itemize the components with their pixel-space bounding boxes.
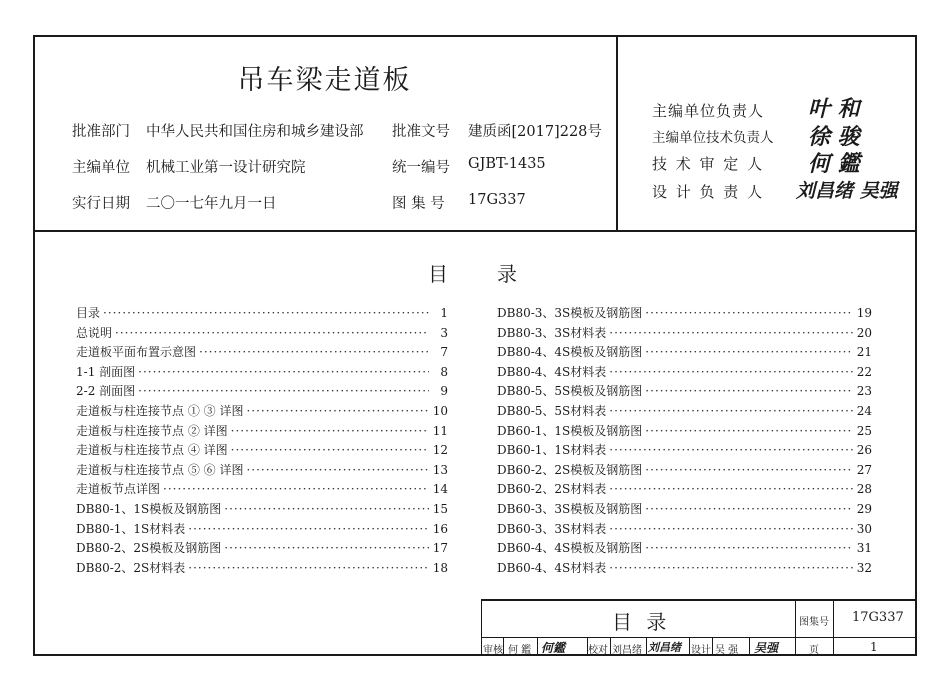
authority-signature-tech: 徐 骏	[808, 125, 860, 150]
toc-entry-title: DB60-1、1S材料表	[497, 443, 607, 458]
toc-heading-right: 录	[497, 262, 517, 286]
toc-entry	[497, 362, 872, 382]
toc-entry-title: 走道板与柱连接节点 ② 详图	[76, 423, 228, 438]
toc-entry-title: DB80-4、4S材料表	[497, 364, 607, 379]
toc-entry-page: 19	[856, 306, 872, 320]
titleblock-sig-sep	[646, 638, 647, 656]
toc-entry-page: 21	[856, 345, 872, 360]
toc-leader-dots	[645, 460, 853, 480]
titleblock-atlas-no: 17G337	[852, 610, 904, 625]
toc-entry-title: 走道板平面布置示意图	[76, 345, 197, 360]
titleblock-v1	[795, 599, 796, 656]
toc-entry	[76, 558, 448, 578]
approval-dept-label: 批准部门	[72, 124, 130, 140]
titleblock-review-label: 审核	[483, 645, 503, 656]
titleblock-reviewer: 何 鑑	[508, 645, 532, 656]
toc-entry	[76, 342, 448, 362]
titleblock-designer-signature: 吴强	[754, 641, 779, 655]
toc-entry-title: 2-2 剖面图	[76, 384, 136, 399]
effective-date-label: 实行日期	[72, 196, 130, 212]
toc-leader-dots	[199, 342, 429, 362]
toc-entry-page: 27	[856, 462, 872, 477]
toc-leader-dots	[138, 381, 429, 401]
unified-no-label: 统一编号	[392, 160, 450, 176]
toc-entry-title: DB80-1、1S模板及钢筋图	[76, 502, 222, 516]
toc-entry-page: 17	[432, 541, 448, 556]
toc-entry-title: DB80-5、5S材料表	[497, 404, 607, 418]
toc-entry-page: 10	[432, 404, 448, 418]
toc-entry-page: 29	[856, 502, 872, 516]
toc-entry	[76, 538, 448, 558]
titleblock-atlas-label: 图集号	[799, 617, 829, 628]
authority-signature-design: 刘昌绪 吴强	[796, 180, 898, 202]
toc-entry-page: 22	[856, 364, 872, 379]
toc-entry	[76, 519, 448, 539]
authority-signature-chief: 叶 和	[808, 97, 860, 122]
toc-leader-dots	[188, 519, 429, 539]
toc-entry	[76, 401, 448, 421]
toc-entry	[497, 381, 872, 401]
titleblock-design-label: 设计	[691, 645, 711, 656]
toc-entry-page: 12	[432, 443, 448, 458]
titleblock-sig-sep	[537, 638, 538, 656]
authority-label-design: 设 计 负 责 人	[652, 183, 765, 201]
effective-date: 二〇一七年九月一日	[146, 196, 277, 212]
authority-divider	[616, 35, 618, 231]
toc-entry-title: 总说明	[76, 325, 113, 340]
toc-leader-dots	[246, 460, 429, 480]
toc-entry	[497, 421, 872, 441]
toc-entry-page: 32	[856, 560, 872, 575]
toc-entry	[76, 303, 448, 323]
toc-leader-dots	[609, 401, 853, 421]
titleblock-page-label: 页	[809, 645, 819, 656]
editor-unit-label: 主编单位	[72, 160, 130, 176]
toc-entry-page: 24	[856, 404, 872, 418]
toc-leader-dots	[103, 303, 429, 323]
titleblock-page-no: 1	[870, 640, 878, 654]
toc-entry-title: 走道板与柱连接节点 ① ③ 详图	[76, 404, 244, 418]
toc-entry-title: DB60-4、4S模板及钢筋图	[497, 541, 643, 556]
header-divider	[33, 230, 917, 232]
titleblock-checker: 刘昌绪	[612, 645, 642, 656]
toc-entry	[497, 519, 872, 539]
titleblock-designer: 吴 强	[715, 645, 739, 656]
toc-entry	[76, 323, 448, 343]
toc-entry-page: 20	[856, 325, 872, 340]
authority-label-review: 技 术 审 定 人	[652, 155, 765, 173]
toc-entry-title: DB80-1、1S材料表	[76, 521, 186, 536]
toc-entry-title: DB60-3、3S模板及钢筋图	[497, 502, 643, 516]
toc-entry	[76, 381, 448, 401]
toc-entry-page: 18	[432, 560, 448, 575]
toc-entry-title: 目录	[76, 306, 101, 320]
titleblock-sheet-title: 目 录	[612, 610, 671, 634]
editor-unit: 机械工业第一设计研究院	[146, 160, 306, 176]
toc-entry	[76, 440, 448, 460]
toc-entry-title: DB80-2、2S模板及钢筋图	[76, 541, 222, 556]
toc-entry-page: 30	[856, 521, 872, 536]
toc-entry	[76, 421, 448, 441]
toc-entry-page: 8	[440, 364, 448, 379]
toc-entry	[497, 538, 872, 558]
toc-entry-page: 14	[432, 482, 448, 497]
toc-entry-title: DB80-3、3S材料表	[497, 325, 607, 340]
authority-label-chief: 主编单位负责人	[652, 102, 765, 120]
toc-entry-page: 16	[432, 521, 448, 536]
titleblock-sig-sep	[712, 638, 713, 656]
toc-leader-dots	[609, 362, 853, 382]
toc-leader-dots	[609, 440, 853, 460]
toc-leader-dots	[609, 479, 853, 499]
toc-entry-title: DB60-2、2S材料表	[497, 482, 607, 497]
toc-leader-dots	[188, 558, 429, 578]
titleblock-sig-sep	[610, 638, 611, 656]
approval-doc: 建质函[2017]228号	[468, 124, 602, 140]
toc-entry-page: 26	[856, 443, 872, 458]
unified-no: GJBT-1435	[468, 156, 546, 172]
toc-entry-title: DB60-1、1S模板及钢筋图	[497, 423, 643, 438]
toc-leader-dots	[645, 381, 853, 401]
toc-entry-page: 1	[440, 306, 448, 320]
toc-entry-page: 13	[432, 462, 448, 477]
toc-leader-dots	[224, 499, 429, 519]
titleblock-left-line	[481, 599, 482, 656]
approval-doc-label: 批准文号	[392, 124, 450, 140]
toc-leader-dots	[609, 519, 853, 539]
toc-entry	[497, 323, 872, 343]
titleblock-sig-sep	[689, 638, 690, 656]
titleblock-checker-signature: 刘昌绪	[648, 641, 681, 654]
toc-entry-title: 走道板节点详图	[76, 482, 161, 497]
toc-leader-dots	[163, 479, 429, 499]
toc-entry-title: DB80-4、4S模板及钢筋图	[497, 345, 643, 360]
toc-entry	[497, 303, 872, 323]
toc-entry	[76, 479, 448, 499]
toc-entry-page: 28	[856, 482, 872, 497]
toc-entry-page: 7	[440, 345, 448, 360]
toc-entry	[497, 479, 872, 499]
atlas-no-label: 图 集 号	[392, 196, 445, 212]
toc-heading-left: 目	[428, 262, 448, 286]
toc-entry-page: 9	[440, 384, 448, 399]
toc-leader-dots	[138, 362, 429, 382]
toc-leader-dots	[246, 401, 429, 421]
toc-entry-title: 走道板与柱连接节点 ⑤ ⑥ 详图	[76, 462, 244, 477]
toc-entry-title: 1-1 剖面图	[76, 364, 136, 379]
toc-entry-page: 23	[856, 384, 872, 399]
toc-leader-dots	[231, 440, 429, 460]
toc-entry-page: 3	[440, 325, 448, 340]
toc-entry-page: 25	[856, 423, 872, 438]
titleblock-sig-sep	[749, 638, 750, 656]
titleblock-v2	[833, 599, 834, 656]
titleblock-mid-line-right	[795, 637, 917, 638]
toc-entry	[497, 558, 872, 578]
toc-leader-dots	[609, 558, 853, 578]
toc-entry	[497, 499, 872, 519]
toc-entry-title: DB80-2、2S材料表	[76, 560, 186, 575]
approval-dept: 中华人民共和国住房和城乡建设部	[146, 124, 364, 140]
toc-entry-title: DB60-4、4S材料表	[497, 560, 607, 575]
toc-entry-title: DB80-5、5S模板及钢筋图	[497, 384, 643, 399]
toc-leader-dots	[224, 538, 429, 558]
titleblock-mid-line	[481, 637, 795, 638]
atlas-no: 17G337	[468, 192, 526, 208]
toc-leader-dots	[609, 323, 853, 343]
toc-entry-title: DB60-3、3S材料表	[497, 521, 607, 536]
titleblock-sig-sep	[503, 638, 504, 656]
toc-entry	[497, 401, 872, 421]
toc-entry	[76, 362, 448, 382]
toc-entry-title: 走道板与柱连接节点 ④ 详图	[76, 443, 228, 458]
document-title: 吊车梁走道板	[237, 65, 412, 96]
toc-entry	[497, 440, 872, 460]
toc-entry-page: 31	[856, 541, 872, 556]
toc-leader-dots	[231, 421, 429, 441]
titleblock-reviewer-signature: 何鑑	[541, 641, 566, 655]
toc-leader-dots	[645, 421, 853, 441]
toc-entry-title: DB80-3、3S模板及钢筋图	[497, 306, 643, 320]
toc-entry-page: 15	[432, 502, 448, 516]
toc-leader-dots	[645, 342, 853, 362]
toc-leader-dots	[115, 323, 429, 343]
toc-entry	[76, 460, 448, 480]
authority-signature-review: 何 鑑	[808, 152, 860, 177]
titleblock-check-label: 校对	[588, 645, 608, 656]
toc-leader-dots	[645, 538, 853, 558]
authority-label-tech: 主编单位技术负责人	[652, 130, 774, 146]
toc-entry-page: 11	[432, 423, 448, 438]
titleblock-top-line	[481, 599, 917, 601]
toc-entry	[497, 460, 872, 480]
toc-entry-title: DB60-2、2S模板及钢筋图	[497, 462, 643, 477]
toc-leader-dots	[645, 499, 853, 519]
toc-entry	[76, 499, 448, 519]
toc-entry	[497, 342, 872, 362]
toc-leader-dots	[645, 303, 853, 323]
